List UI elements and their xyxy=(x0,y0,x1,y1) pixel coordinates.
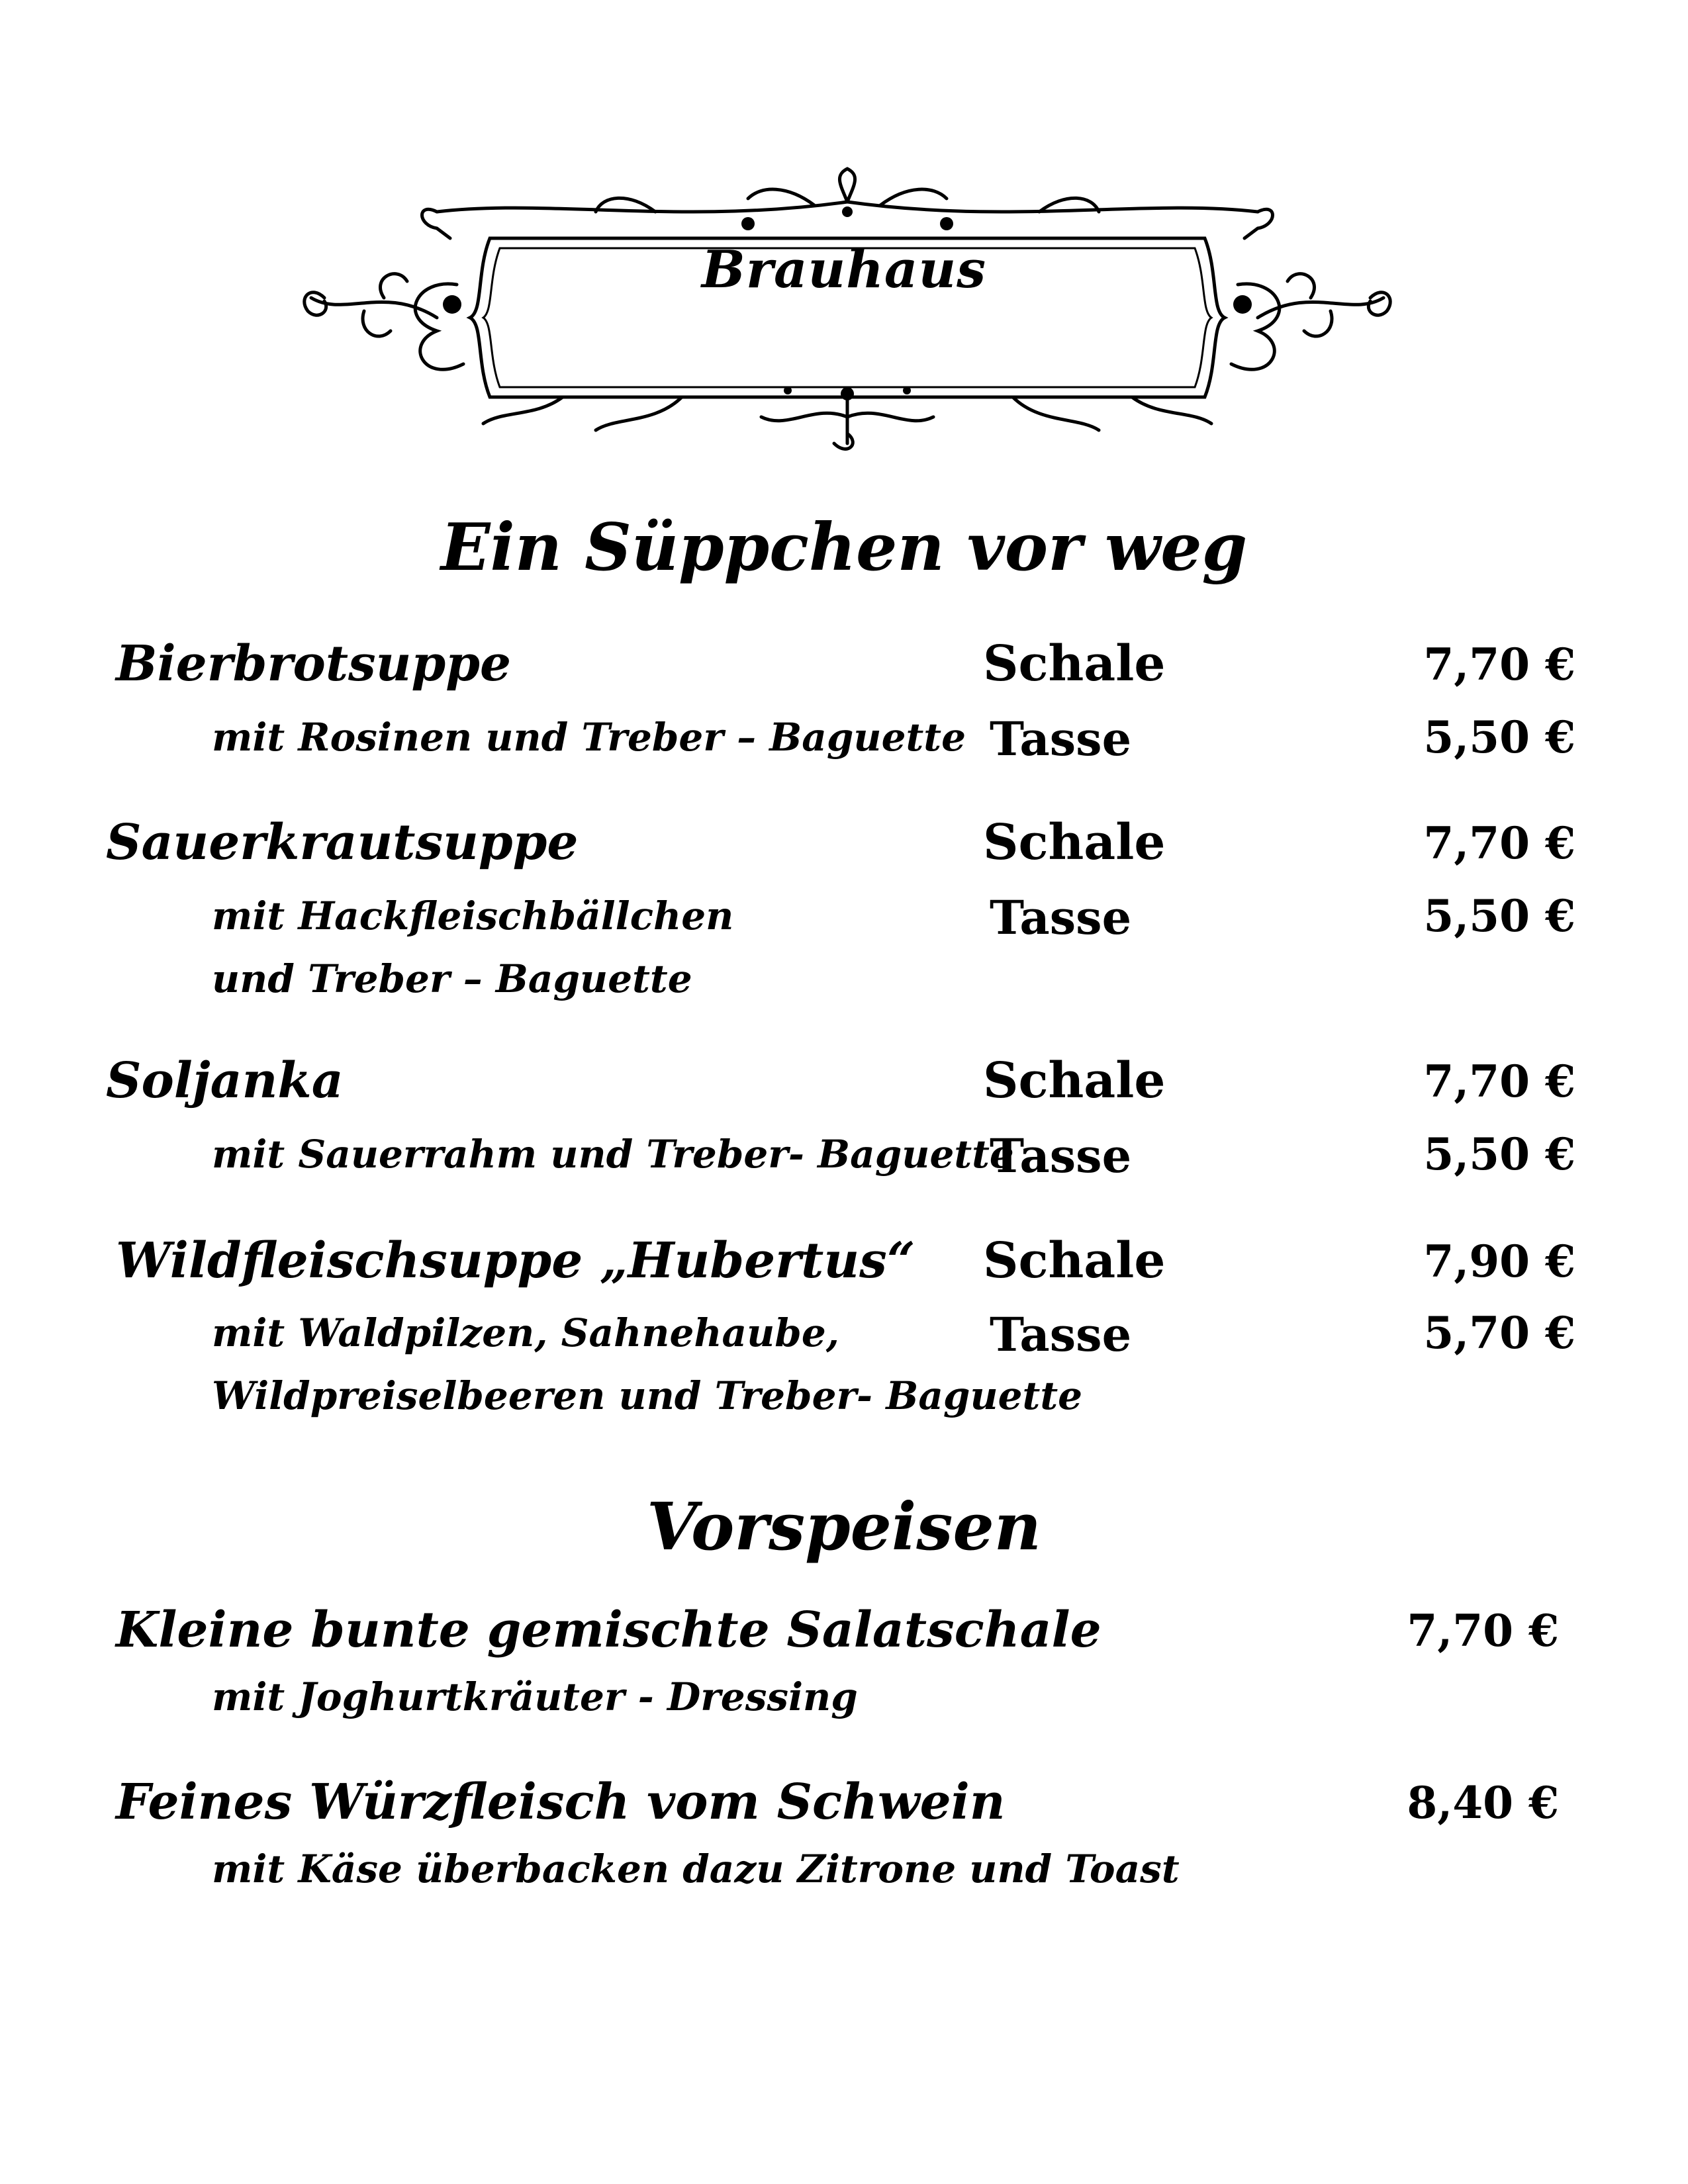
item-description: mit Käse überbacken dazu Zitrone und Toast xyxy=(212,1846,1180,1891)
item-description: mit Waldpilzen, Sahnehaube, xyxy=(212,1310,839,1355)
size-label: Tasse xyxy=(990,1307,1132,1362)
item-description: Wildpreiselbeeren und Treber- Baguette xyxy=(212,1373,1083,1418)
item-name: Feines Würzfleisch vom Schwein xyxy=(116,1774,1006,1831)
section-title-soups: Ein Süppchen vor weg xyxy=(440,510,1248,586)
item-name: Soljanka xyxy=(106,1052,344,1109)
size-label: Schale xyxy=(983,635,1166,692)
brand-title: Brauhaus xyxy=(701,240,987,300)
ornamental-cartouche-frame xyxy=(285,165,1410,457)
item-price: 8,40 € xyxy=(1407,1777,1559,1829)
item-description: und Treber – Baguette xyxy=(212,956,692,1001)
item-price: 5,50 € xyxy=(1423,711,1575,763)
item-description: mit Hackfleischbällchen xyxy=(212,893,734,938)
size-label: Tasse xyxy=(990,711,1132,766)
item-price: 7,70 € xyxy=(1407,1605,1559,1657)
item-description: mit Rosinen und Treber – Baguette xyxy=(212,715,966,760)
item-price: 5,70 € xyxy=(1423,1307,1575,1359)
item-name: Wildfleischsuppe „Hubertus“ xyxy=(116,1232,915,1289)
size-label: Schale xyxy=(983,1232,1166,1289)
item-price: 7,70 € xyxy=(1423,639,1575,690)
item-price: 7,70 € xyxy=(1423,817,1575,869)
item-price: 5,50 € xyxy=(1423,890,1575,942)
item-price: 5,50 € xyxy=(1423,1128,1575,1180)
size-label: Schale xyxy=(983,814,1166,871)
item-name: Sauerkrautsuppe xyxy=(106,814,579,871)
size-label: Schale xyxy=(983,1052,1166,1109)
item-name: Bierbrotsuppe xyxy=(116,635,512,692)
item-description: mit Joghurtkräuter - Dressing xyxy=(212,1674,858,1719)
size-label: Tasse xyxy=(990,890,1132,945)
item-price: 7,70 € xyxy=(1423,1056,1575,1107)
item-price: 7,90 € xyxy=(1423,1236,1575,1287)
item-description: mit Sauerrahm und Treber- Baguette xyxy=(212,1132,1014,1177)
size-label: Tasse xyxy=(990,1128,1132,1183)
section-title-starters: Vorspeisen xyxy=(646,1489,1042,1565)
item-name: Kleine bunte gemischte Salatschale xyxy=(116,1602,1102,1659)
